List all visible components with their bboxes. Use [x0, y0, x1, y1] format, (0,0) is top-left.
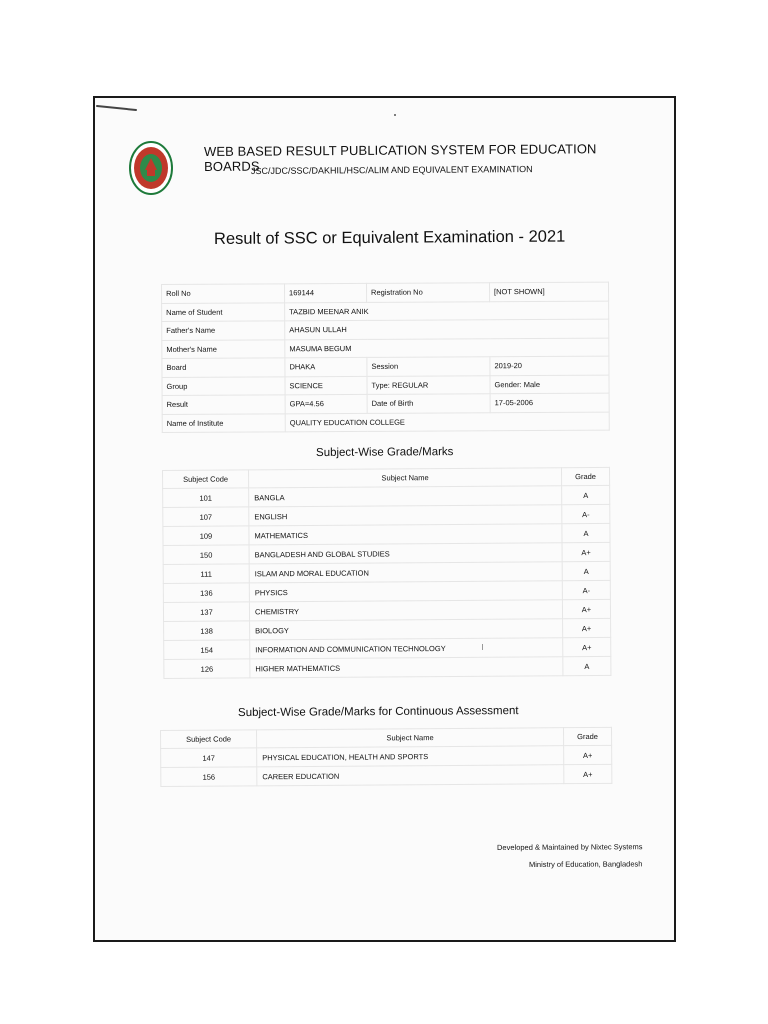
table-row — [162, 282, 609, 303]
father-value: AHASUN ULLAH — [285, 319, 609, 339]
subject-grade: A- — [562, 580, 610, 599]
subjects-section-title: Subject-Wise Grade/Marks — [315, 446, 454, 459]
subject-grade: A+ — [563, 618, 611, 637]
table-row — [162, 412, 609, 433]
table-row — [162, 319, 609, 340]
subject-code-header: Subject Code — [163, 470, 249, 489]
government-seal-icon — [128, 140, 174, 196]
paper-clip-icon — [96, 104, 138, 112]
group-value: SCIENCE — [285, 376, 367, 395]
subject-name: ISLAM AND MORAL EDUCATION — [249, 562, 562, 583]
scan-speck — [394, 114, 396, 116]
subject-code: 107 — [163, 507, 249, 527]
subject-code-header: Subject Code — [161, 730, 257, 749]
roll-value: 169144 — [285, 283, 367, 302]
registration-value: [NOT SHOWN] — [489, 282, 608, 301]
subject-grade: A+ — [564, 764, 612, 783]
institute-value: QUALITY EDUCATION COLLEGE — [285, 412, 609, 432]
result-label: Result — [162, 395, 285, 414]
type-value: Type: REGULAR — [367, 375, 490, 394]
subject-code: 138 — [164, 621, 250, 641]
result-title: Result of SSC or Equivalent Examination - 2021 — [213, 227, 566, 248]
dob-value: 17-05-2006 — [490, 393, 609, 412]
subject-grade: A — [562, 561, 610, 580]
table-row — [164, 656, 611, 678]
subject-name: INFORMATION AND COMMUNICATION TECHNOLOGY — [250, 638, 563, 659]
continuous-section-title: Subject-Wise Grade/Marks for Continuous Assessment — [237, 705, 519, 719]
father-label: Father's Name — [162, 321, 285, 340]
student-info-table — [161, 282, 610, 433]
subject-code: 126 — [164, 659, 250, 679]
board-value: DHAKA — [285, 357, 367, 376]
roll-label: Roll No — [162, 284, 285, 303]
mother-label: Mother's Name — [162, 339, 285, 358]
header-title: WEB BASED RESULT PUBLICATION SYSTEM FOR EDUCATION BOARDS — [203, 141, 597, 174]
subject-name-header: Subject Name — [249, 468, 562, 488]
subject-name: PHYSICS — [249, 581, 562, 602]
subject-name: HIGHER MATHEMATICS — [250, 657, 563, 678]
subject-grade: A+ — [562, 542, 610, 561]
mother-value: MASUMA BEGUM — [285, 338, 609, 358]
scan-speck — [482, 644, 483, 650]
session-value: 2019-20 — [490, 356, 609, 375]
subject-name: BANGLADESH AND GLOBAL STUDIES — [249, 543, 562, 564]
dob-label: Date of Birth — [367, 394, 490, 413]
table-row — [162, 301, 609, 322]
developer-credit: Developed & Maintained by Nixtec Systems — [496, 842, 643, 852]
ministry-credit: Ministry of Education, Bangladesh — [528, 859, 643, 869]
subject-code: 136 — [163, 583, 249, 603]
subject-code: 101 — [163, 488, 249, 508]
student-value: TAZBID MEENAR ANIK — [285, 301, 609, 321]
subject-grades-table — [162, 467, 611, 679]
group-label: Group — [162, 376, 285, 395]
session-label: Session — [367, 357, 490, 376]
subject-name: BIOLOGY — [250, 619, 563, 640]
subject-code: 147 — [161, 748, 257, 768]
grade-header: Grade — [561, 467, 609, 485]
subject-name: ENGLISH — [249, 505, 562, 526]
gender-value: Gender: Male — [490, 375, 609, 394]
subject-code: 156 — [161, 767, 257, 787]
subject-name: BANGLA — [249, 486, 562, 507]
table-row — [162, 393, 609, 414]
subject-name: MATHEMATICS — [249, 524, 562, 545]
subject-code: 137 — [163, 602, 249, 622]
subject-code: 111 — [163, 564, 249, 584]
subject-grade: A — [563, 656, 611, 675]
header-subtitle: JSC/JDC/SSC/DAKHIL/HSC/ALIM AND EQUIVALENT EXAMINATION — [250, 164, 533, 176]
subject-grade: A- — [562, 504, 610, 523]
subject-name: CAREER EDUCATION — [257, 765, 564, 786]
board-label: Board — [162, 358, 285, 377]
registration-label: Registration No — [366, 283, 489, 302]
grade-header: Grade — [563, 727, 611, 745]
table-row — [161, 764, 612, 786]
table-row — [162, 356, 609, 377]
subject-grade: A+ — [564, 745, 612, 764]
subject-name: CHEMISTRY — [249, 600, 562, 621]
table-row — [162, 338, 609, 359]
subject-name-header: Subject Name — [257, 728, 564, 748]
subject-code: 109 — [163, 526, 249, 546]
table-row — [162, 375, 609, 396]
subject-grade: A+ — [563, 637, 611, 656]
continuous-grades-table — [160, 727, 612, 787]
subject-code: 154 — [164, 640, 250, 660]
subject-grade: A — [562, 485, 610, 504]
subject-name: PHYSICAL EDUCATION, HEALTH AND SPORTS — [257, 746, 564, 767]
student-label: Name of Student — [162, 302, 285, 321]
subject-grade: A — [562, 523, 610, 542]
subject-code: 150 — [163, 545, 249, 565]
institute-label: Name of Institute — [162, 413, 285, 432]
subject-grade: A+ — [562, 599, 610, 618]
result-value: GPA=4.56 — [285, 394, 367, 413]
